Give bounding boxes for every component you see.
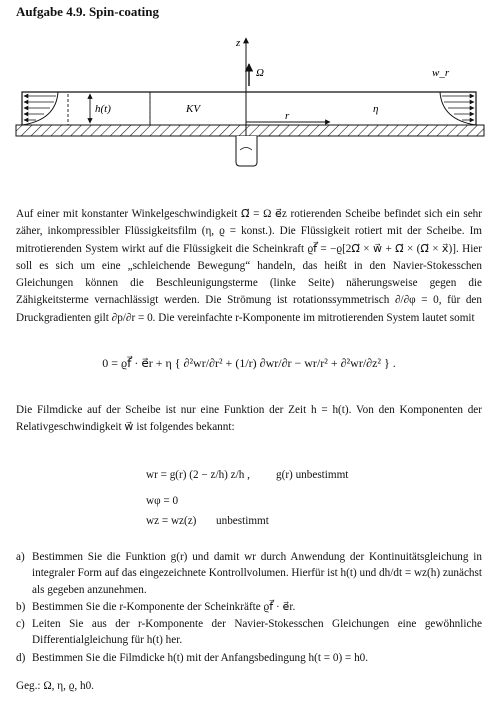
shaft <box>236 136 257 166</box>
wz-note: unbestimmt <box>216 515 269 527</box>
z-axis-label: z <box>236 37 241 49</box>
task-c-text: Leiten Sie aus der r-Komponente der Navier-Stokesschen Gleichungen eine gewöhnliche Differentialgleichung für h(t) her. <box>32 618 482 647</box>
viscosity-label: η <box>373 103 379 115</box>
spin-coating-figure <box>0 28 498 178</box>
task-a <box>16 549 482 598</box>
task-c <box>16 616 482 649</box>
task-d-text: Bestimmen Sie die Filmdicke h(t) mit der Anfangsbedingung h(t = 0) = h0. <box>32 651 369 664</box>
wr-note: g(r) unbestimmt <box>276 469 349 481</box>
task-d <box>16 650 482 666</box>
navier-stokes-equation: 0 = ϱf⃗ · e⃗r + η { ∂²wr/∂r² + (1/r) ∂wr/∂r − wr/r² + ∂²wr/∂z² } . <box>102 356 396 370</box>
wphi-equation: wφ = 0 <box>146 495 179 507</box>
radius-label: r <box>285 110 290 122</box>
disk <box>16 125 484 136</box>
wz-equation: wz = wz(z) <box>146 515 197 527</box>
task-b-text: Bestimmen Sie die r-Komponente der Scheinkräfte ϱf⃗ · e⃗r. <box>32 600 296 613</box>
task-b-label: b) <box>16 600 26 613</box>
task-d-label: d) <box>16 651 26 664</box>
wr-equation: wr = g(r) (2 − z/h) z/h , <box>146 469 250 481</box>
intro-paragraph: Auf einer mit konstanter Winkelgeschwindigkeit Ω⃗ = Ω e⃗z rotierenden Scheibe befindet sich ein sehr zäher, inkompressibler Flüssigkeitsfilm (η, ϱ = konst.). Die Flüssigkeit rotiert mit der Scheibe. Im mitrotierenden System wirkt auf die Flüssigkeit die Scheinkraft ϱf⃗ = −ϱ[2Ω⃗ × w⃗ + Ω⃗ × (Ω⃗ × x⃗)]. Hier soll es sich um eine „schleichende Bewegung“ handeln, das heißt in den Navier-Stokesschen Gleichungen können die Beschleunigungsterme (linke Seite) näherungsweise gegen die Zähigkeitsterme vernachlässigt werden. Die Strömung ist rotationssymmetrisch ∂/∂φ = 0, für den Druckgradienten gilt ∂p/∂r = 0. Die vereinfachte r-Komponente im mitrotierenden System lautet somit <box>16 208 482 324</box>
velocity-label: w_r <box>432 67 450 79</box>
omega-label: Ω⃗ <box>256 67 273 79</box>
exercise-title: Aufgabe 4.9. Spin-coating <box>16 4 160 19</box>
film-paragraph: Die Filmdicke auf der Scheibe ist nur eine Funktion der Zeit h = h(t). Von den Komponenten der Relativgeschwindigkeit w⃗ ist folgendes bekannt: <box>16 404 482 434</box>
task-b <box>16 599 482 615</box>
task-a-label: a) <box>16 551 25 563</box>
left-velocity-profile <box>22 92 58 125</box>
height-label: h(t) <box>95 103 111 115</box>
given-values: Geg.: Ω, η, ϱ, h0. <box>16 680 94 692</box>
spin-coating-diagram <box>0 28 498 178</box>
right-velocity-profile <box>440 92 476 125</box>
task-a-text: Bestimmen Sie die Funktion g(r) und damit wr durch Anwendung der Kontinuitätsgleichung in integraler Form auf das eingezeichnete Kontrollvolumen. Hierfür ist h(t) und dh/dt = wz(h) zunächst als gegeben anzunehmen. <box>32 551 482 596</box>
task-c-label: c) <box>16 618 25 631</box>
task-list <box>16 549 482 667</box>
cv-label: KV <box>186 103 201 115</box>
